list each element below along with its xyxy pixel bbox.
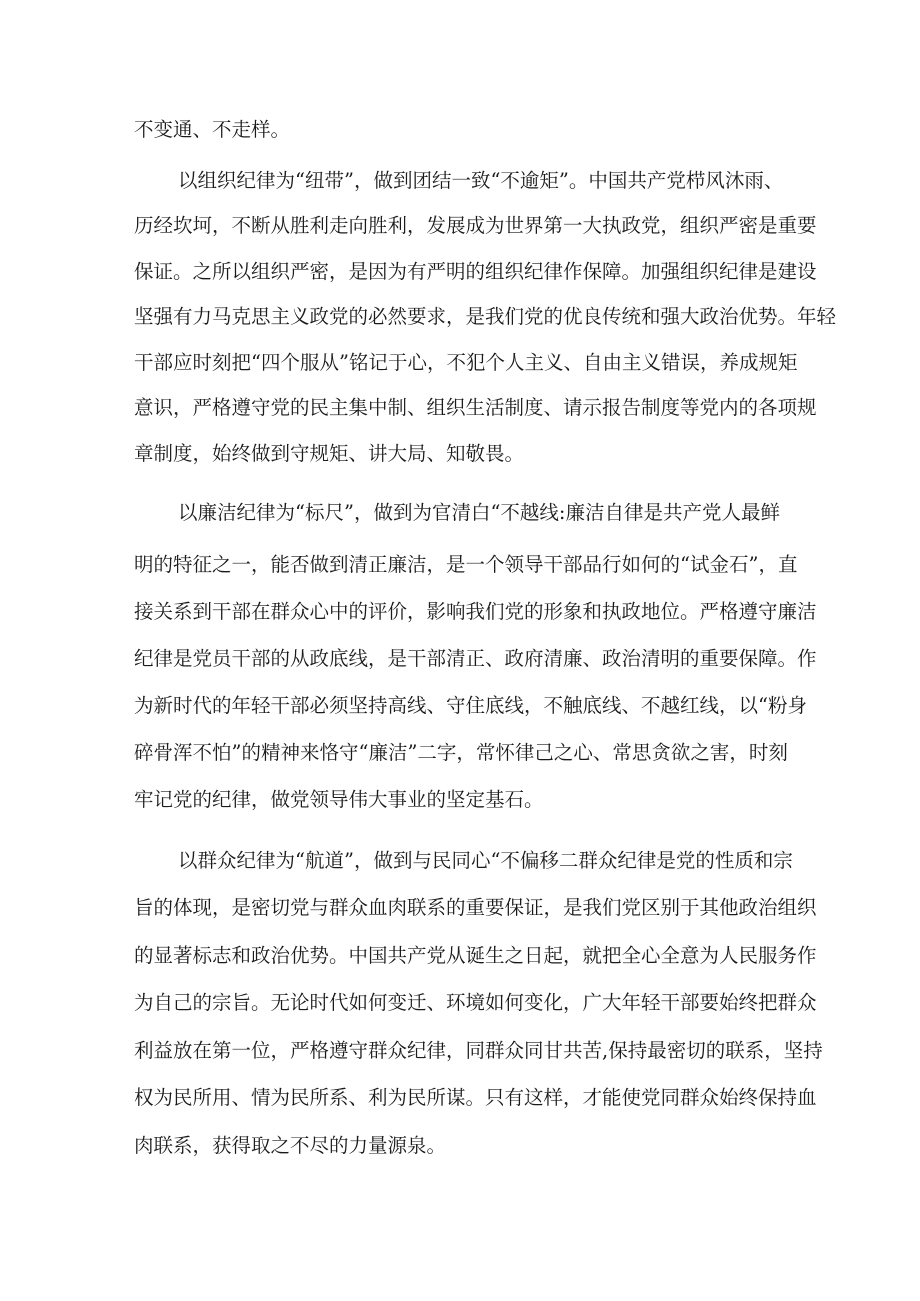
text-line: 碎骨浑不怕”的精神来恪守“廉洁”二字，常怀律己之心、常思贪欲之害，时刻 (134, 741, 788, 764)
text-line: 干部应时刻把“四个服从”铭记于心，不犯个人主义、自由主义错误，养成规矩 (134, 351, 798, 374)
text-line: 权为民所用、情为民所系、利为民所谋。只有这样，才能使党同群众始终保持血 (134, 1086, 817, 1109)
text-line: 为新时代的年轻干部必须坚持高线、守住底线，不触底线、不越红线，以“粉身 (134, 694, 807, 717)
paragraph-first-line: 以组织纪律为“纽带”，做到团结一致“不逾矩”。中国共产党栉风沐雨、 (178, 169, 784, 192)
text-line: 旨的体现，是密切党与群众血肉联系的重要保证，是我们党区别于其他政治组织 (134, 896, 817, 919)
text-line: 利益放在第一位，严格遵守群众纪律，同群众同甘共苦,保持最密切的联系，坚持 (134, 1039, 823, 1062)
text-line: 不变通、不走样。 (134, 118, 291, 141)
text-line: 坚强有力马克思主义政党的必然要求，是我们党的优良传统和强大政治优势。年轻 (134, 305, 837, 328)
text-line: 章制度，始终做到守规矩、讲大局、知敬畏。 (134, 442, 525, 465)
text-line: 历经坎坷，不断从胜利走向胜利，发展成为世界第一大执政党，组织严密是重要 (134, 214, 817, 237)
text-line: 肉联系，获得取之不尽的力量源泉。 (134, 1134, 447, 1157)
text-line: 接关系到干部在群众心中的评价，影响我们党的形象和执政地位。严格遵守廉洁 (134, 600, 817, 623)
text-line: 的显著标志和政治优势。中国共产党从诞生之日起，就把全心全意为人民服务作 (134, 944, 817, 967)
text-line: 保证。之所以组织严密，是因为有严明的组织纪律作保障。加强组织纪律是建设 (134, 260, 817, 283)
text-line: 牢记党的纪律，做党领导伟大事业的坚定基石。 (134, 788, 544, 811)
text-line: 意识，严格遵守党的民主集中制、组织生活制度、请示报告制度等党内的各项规 (134, 396, 817, 419)
text-line: 为自己的宗旨。无论时代如何变迁、环境如何变化，广大年轻干部要始终把群众 (134, 991, 817, 1014)
paragraph-first-line: 以廉洁纪律为“标尺”，做到为官清白“不越线:廉洁自律是共产党人最鲜 (178, 501, 780, 524)
text-line: 纪律是党员干部的从政底线，是干部清正、政府清廉、政治清明的重要保障。作 (134, 647, 817, 670)
paragraph-first-line: 以群众纪律为“航道”，做到与民同心“不偏移二群众纪律是党的性质和宗 (178, 849, 793, 872)
text-line: 明的特征之一，能否做到清正廉洁，是一个领导干部品行如何的“试金石”，直 (134, 553, 798, 576)
